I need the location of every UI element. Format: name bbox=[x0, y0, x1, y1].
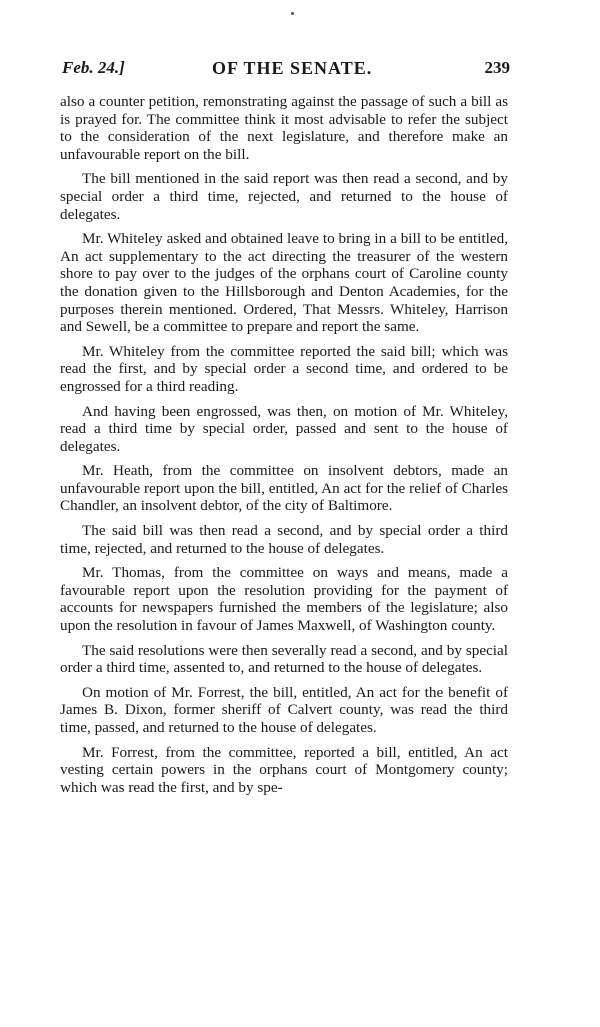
paragraph: And having been engrossed, was then, on motion of Mr. Whiteley, read a third time by special order, passed and sent to the house of delegates. bbox=[60, 402, 508, 455]
paragraph: The said resolutions were then severally read a second, and by special order a third time, assented to, and returned to the house of delegates. bbox=[60, 641, 508, 677]
paragraph: The bill mentioned in the said report was then read a second, and by special order a third time, rejected, and returned to the house of delegates. bbox=[60, 170, 508, 223]
paragraph-continuation: also a counter petition, remonstrating against the passage of such a bill as is prayed for. The committee think it most advisable to refer the subject to the consideration of the next legislature, and therefore make an unfavourable report on the bill. bbox=[60, 93, 508, 163]
paragraph: The said bill was then read a second, and by special order a third time, rejected, and returned to the house of delegates. bbox=[60, 522, 508, 557]
paragraph: Mr. Whiteley from the committee reported the said bill; which was read the first, and by special order a second time, and ordered to be engrossed for a third reading. bbox=[60, 342, 508, 395]
paragraph: On motion of Mr. Forrest, the bill, entitled, An act for the benefit of James B. Dixon, former sheriff of Calvert county, was read the third time, passed, and returned to the house of delegates. bbox=[60, 683, 508, 736]
header-date: Feb. 24.] bbox=[62, 58, 125, 77]
paragraph: Mr. Thomas, from the committee on ways and means, made a favourable report upon the resolution providing for the payment of accounts for newspapers furnished the members of the legislature; also upon the resolution in favour of James Maxwell, of Washington county. bbox=[60, 564, 508, 635]
paragraph: Mr. Whiteley asked and obtained leave to bring in a bill to be entitled, An act supplementary to the act directing the treasurer of the western shore to pay over to the judges of the orphans court of Caroline county the donation given to the Hillsborough and Denton Academies, for the purposes therein mentioned. Ordered, That Messrs. Whiteley, Harrison and Sewell, be a committee to prepare and report the same. bbox=[60, 230, 508, 336]
ink-speck bbox=[291, 12, 294, 15]
page-body bbox=[60, 93, 508, 796]
paragraph: Mr. Heath, from the committee on insolvent debtors, made an unfavourable report upon the bill, entitled, An act for the relief of Charles Chandler, an insolvent debtor, of the city of Baltimore. bbox=[60, 462, 508, 515]
page-number: 239 bbox=[484, 58, 510, 77]
paragraph: Mr. Forrest, from the committee, reported a bill, entitled, An act vesting certain powers in the orphans court of Montgomery county; which was read the first, and by spe- bbox=[60, 743, 508, 796]
running-header bbox=[62, 58, 518, 82]
header-title: OF THE SENATE. bbox=[212, 58, 373, 78]
